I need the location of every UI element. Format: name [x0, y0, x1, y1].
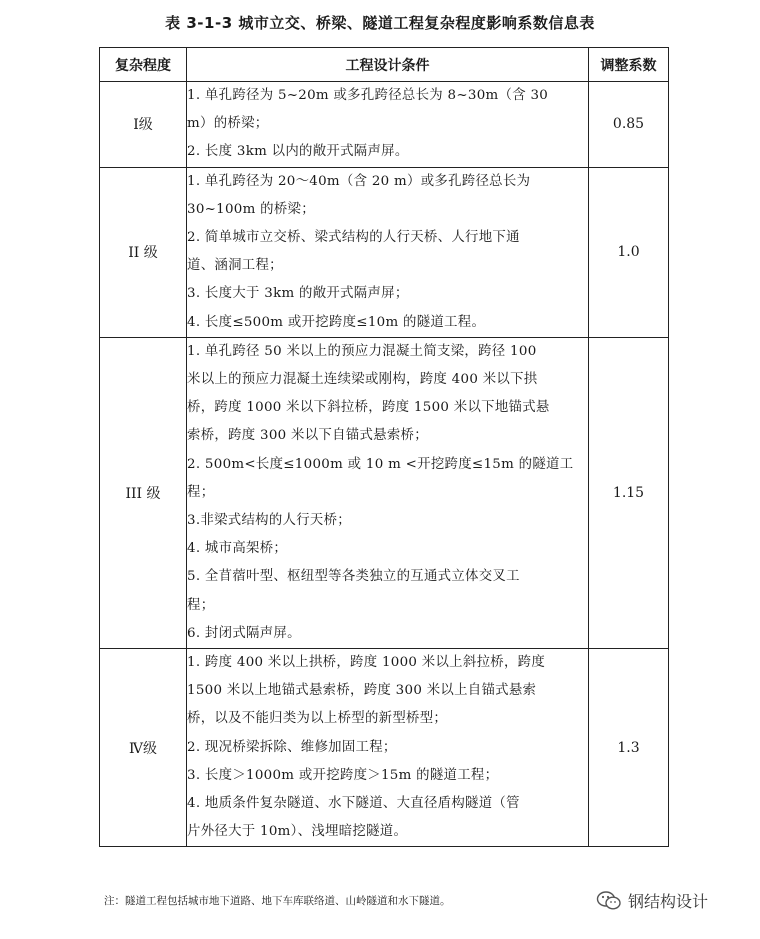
header-row [100, 48, 669, 82]
footnote: 注：隧道工程包括城市地下道路、地下车库联络道、山岭隧道和水下隧道。 [104, 895, 451, 907]
condition-line: 道、涵洞工程； [187, 258, 283, 274]
condition-line: 2. 简单城市立交桥、梁式结构的人行天桥、人行地下通 [187, 230, 520, 246]
table-row [100, 337, 669, 648]
condition-line: 1. 跨度 400 米以上拱桥，跨度 1000 米以上斜拉桥，跨度 [187, 655, 546, 671]
table-row [100, 82, 669, 168]
coefficient-table [99, 47, 669, 847]
complexity-level-cell: II 级 [100, 167, 187, 337]
design-conditions-cell [187, 167, 589, 337]
watermark [596, 889, 708, 912]
condition-line: 片外径大于 10m）、浅埋暗挖隧道。 [187, 824, 408, 840]
adjustment-coefficient-cell: 0.85 [589, 82, 669, 168]
complexity-level-cell: Ⅰ级 [100, 82, 187, 168]
header-coefficient: 调整系数 [589, 48, 669, 82]
table-row [100, 167, 669, 337]
condition-line: 米以上的预应力混凝土连续梁或刚构，跨度 400 米以下拱 [187, 372, 538, 388]
condition-line: 1. 单孔跨径 50 米以上的预应力混凝土简支梁，跨径 100 [187, 343, 537, 359]
condition-line: 3.非梁式结构的人行天桥； [187, 513, 351, 529]
condition-line: 6. 封闭式隔声屏。 [187, 625, 301, 641]
design-conditions-cell [187, 337, 589, 648]
header-complexity: 复杂程度 [100, 48, 187, 82]
condition-line: 2. 500m<长度≤1000m 或 10 m <开挖跨度≤15m 的隧道工 [187, 456, 574, 472]
adjustment-coefficient-cell: 1.0 [589, 167, 669, 337]
condition-line: 桥，以及不能归类为以上桥型的新型桥型； [187, 711, 448, 727]
design-conditions-cell [187, 649, 589, 847]
condition-line: 1500 米以上地锚式悬索桥，跨度 300 米以上自锚式悬索 [187, 683, 537, 699]
watermark-text: 钢结构设计 [628, 892, 709, 911]
complexity-level-cell: Ⅳ级 [100, 649, 187, 847]
complexity-level-cell: III 级 [100, 337, 187, 648]
condition-line: 程； [187, 484, 215, 500]
condition-line: 30~100m 的桥梁； [187, 201, 315, 217]
condition-line: 3. 长度大于 3km 的敞开式隔声屏； [187, 286, 409, 302]
condition-line: 4. 城市高架桥； [187, 541, 288, 557]
condition-line: 3. 长度＞1000m 或开挖跨度＞15m 的隧道工程； [187, 767, 499, 783]
design-conditions-cell [187, 82, 589, 168]
condition-line: 程； [187, 597, 215, 613]
table-title: 表 3-1-3 城市立交、桥梁、隧道工程复杂程度影响系数信息表 [165, 14, 595, 32]
condition-line: 4. 地质条件复杂隧道、水下隧道、大直径盾构隧道（管 [187, 796, 520, 812]
table-row [100, 649, 669, 847]
condition-line: m）的桥梁； [187, 116, 269, 132]
condition-line: 1. 单孔跨径为 5~20m 或多孔跨径总长为 8~30m（含 30 [187, 88, 549, 103]
header-conditions: 工程设计条件 [187, 48, 589, 82]
condition-line: 4. 长度≤500m 或开挖跨度≤10m 的隧道工程。 [187, 314, 486, 330]
condition-line: 2. 长度 3km 以内的敞开式隔声屏。 [187, 144, 409, 160]
condition-line: 2. 现况桥梁拆除、维修加固工程； [187, 739, 397, 755]
condition-line: 1. 单孔跨径为 20～40m（含 20 m）或多孔跨径总长为 [187, 173, 531, 189]
adjustment-coefficient-cell: 1.3 [589, 649, 669, 847]
condition-line: 5. 全苜蓿叶型、枢纽型等各类独立的互通式立体交叉工 [187, 569, 520, 585]
adjustment-coefficient-cell: 1.15 [589, 337, 669, 648]
condition-line: 索桥，跨度 300 米以下自锚式悬索桥； [187, 428, 428, 444]
wechat-icon [596, 890, 622, 912]
condition-line: 桥，跨度 1000 米以下斜拉桥，跨度 1500 米以下地锚式悬 [187, 400, 550, 416]
